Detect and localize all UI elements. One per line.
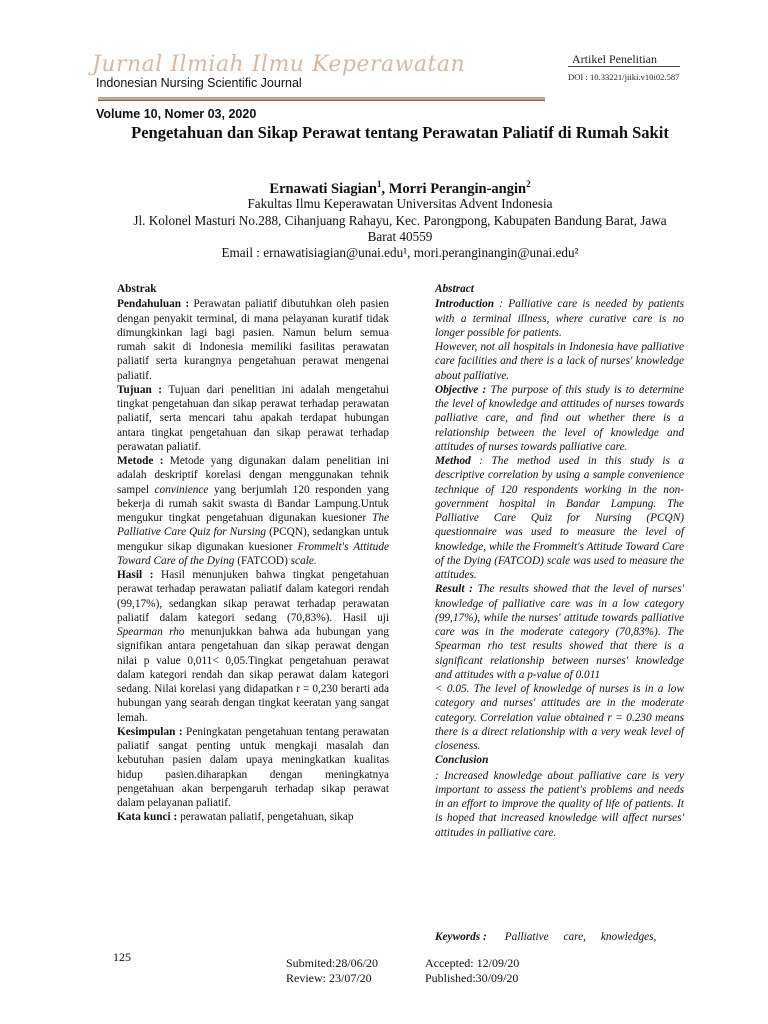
section-text: (PCQN), sedangkan untuk mengukur sikap digunakan kuesioner <box>117 526 390 553</box>
abstract-conclusion-heading: Conclusion <box>435 754 489 767</box>
section-label: Hasil : <box>117 569 154 581</box>
author-name: Morri Perangin-angin <box>388 180 527 197</box>
section-text: : Palliative care is needed by patients with a terminal illness, where curative care is no longer possible for patients. <box>435 298 684 339</box>
header-rule <box>568 66 680 67</box>
abstract-keywords <box>435 931 684 943</box>
accepted-date: Accepted: 12/09/20 <box>425 956 520 970</box>
author-affil-mark: 2 <box>526 179 531 189</box>
abstract-introduction-2: However, not all hospitals in Indonesia have palliative care facilities and there is a lack of nurses' knowledge about palliative. <box>435 341 684 382</box>
abstrak-kata-kunci <box>117 810 389 824</box>
abstrak-hasil <box>117 568 389 725</box>
section-label: Result : <box>435 583 473 596</box>
abstract-conclusion: : Increased knowledge about palliative care is very important to assess the patient's problems and needs in an effort to improve the quality of life of patients. It is hoped that increased knowledge will affect nurses' attitudes in palliative care. <box>435 769 684 839</box>
page-number: 125 <box>113 950 131 964</box>
section-text: Perawatan paliatif dibutuhkan oleh pasien dengan penyakit terminal, di mana pelayanan kuratif tidak dimungkinkan lagi bagi pasien. Namun belum semua rumah sakit di Indonesia memiliki fasilitas perawatan paliatif serta kurangnya pengetahuan perawat mengenai paliatif. <box>117 298 389 382</box>
section-text: Metode yang digunakan dalam penelitian ini adalah deskriptif korelasi dengan menggunakan tehnik sampel <box>117 455 389 496</box>
doi: DOI : 10.33221/jiiki.v10i02.587 <box>568 72 680 82</box>
section-text: Frommelt's Attitude Toward Care of the Dying <box>117 540 389 567</box>
section-text: The purpose of this study is to determine the level of knowledge and attitudes of nurses towards palliative care, and find out whether there is a relationship between the level of knowledge and attitudes of nurses towards palliative care. <box>435 383 684 453</box>
submitted-date: Submited:28/06/20 <box>286 956 379 970</box>
section-text: Spearman rho <box>117 626 185 638</box>
abstract-result <box>435 582 684 682</box>
journal-logo-script: Jurnal Ilmiah Ilmu Keperawatan <box>92 52 466 77</box>
section-text: perawatan paliatif, pengetahuan, sikap <box>177 811 354 824</box>
abstract-method <box>435 454 684 582</box>
section-text: Hasil menunjuken bahwa tingkat pengetahuan perawat terhadap perawatan paliatif dalam kategori rendah (99,17%), sedangkan sikap perawat terhadap perawatan paliatif dalam kategori sedang (70,83%). Hasil uji <box>117 569 389 624</box>
affiliation-institution: Fakultas Ilmu Keperawatan Universitas Advent Indonesia <box>247 196 553 211</box>
section-text: Peningkatan pengetahuan tentang perawatan paliatif sangat penting untuk mengkaji masalah dan kebutuhan pasien dalam upaya meningkatkan kualitas hidup pasien.diharapkan dengan meningkatnya pengetahuan akan berpengaruh terhadap sikap perawat dalam pelayanan paliatif. <box>117 725 390 809</box>
abstrak-heading: Abstrak <box>117 283 157 295</box>
author-affil-mark: 1 <box>376 179 382 189</box>
abstract-column <box>435 282 684 840</box>
section-label: Objective : <box>435 383 487 396</box>
section-text: (FATCOD) <box>234 554 291 567</box>
section-text: scale. <box>290 554 317 567</box>
paper-title: Pengetahuan dan Sikap Perawat tentang Perawatan Paliatif di Rumah Sakit <box>131 123 669 142</box>
abstract-heading: Abstract <box>435 283 474 295</box>
header-band-shadow <box>98 100 545 101</box>
section-label: Introduction <box>435 298 495 311</box>
section-text: yang berjumlah 120 responden yang bekerja di rumah sakit swasta di Bandar Lampung.Untuk mengukur tingkat pengetahuan digunakan kuesioner <box>117 483 390 524</box>
author-name: Ernawati Siagian <box>269 180 377 197</box>
volume-info: Volume 10, Nomer 03, 2020 <box>96 107 257 121</box>
section-text: The results showed that the level of nurses' knowledge of palliative care was in a low category (99,17%), while the nurses' attitude towards palliative care was in the moderate category (70,83%). The Spearman rho test results showed that there is a significant relationship between nurses' knowledge and attitudes with a p-value of 0.011 <box>435 583 685 681</box>
published-date: Published:30/09/20 <box>425 971 519 985</box>
section-label: Keywords : <box>435 931 487 943</box>
section-text: convinience <box>154 483 209 496</box>
section-text: Palliative care, knowledges, <box>504 931 657 943</box>
section-text: menunjukkan bahwa ada hubungan yang signifikan antara pengetahuan dan sikap perawat dengan nilai p value 0,011< 0,05.Tingkat pengetahuan perawat dalam kategori rendah dan sikap perawat dalam kategori sedang. Nilai korelasi yang didapatkan r = 0,230 berarti ada hubungan yang searah dengan tingkat keeratan yang sangat lemah. <box>117 626 389 724</box>
section-label: Pendahuluan : <box>117 298 190 311</box>
abstract-result-2: < 0.05. The level of knowledge of nurses is in a low category and nurses' attitudes are in the moderate category. Correlation value obtained r = 0.230 means there is a direct relationship with a very weak level of closeness. <box>435 683 684 752</box>
abstrak-tujuan <box>117 383 389 454</box>
review-date: Review: 23/07/20 <box>286 971 372 985</box>
abstract-introduction <box>435 297 684 340</box>
affiliation-address: Jl. Kolonel Masturi No.288, Cihanjuang Rahayu, Kec. Parongpong, Kabupaten Bandung Barat, Jawa <box>133 213 667 228</box>
author-separator: , <box>381 180 389 197</box>
abstrak-kesimpulan <box>117 725 389 811</box>
article-type: Artikel Penelitian <box>572 52 657 66</box>
abstrak-metode <box>117 454 389 568</box>
section-text: : The method used in this study is a descriptive correlation by using a sample convenience technique of 120 respondents working in the non-government hospital in Bandar Lampung. The Palliative Care Quiz for Nursing (PCQN) questionnaire was used to measure the level of knowledge, while the Frommelt's Attitude Toward Care of the Dying (FATCOD) scale was used to measure the attitudes. <box>435 455 684 581</box>
section-text: Tujuan dari penelitian ini adalah mengetahui tingkat pengetahuan dan sikap perawat terhadap perawatan paliatif, serta mencari tahu apakah terdapat hubungan antara tingkat pengetahuan dan sikap perawat terhadap perawatan paliatif. <box>117 383 389 453</box>
section-label: Tujuan : <box>117 383 163 396</box>
section-label: Kesimpulan : <box>117 725 183 738</box>
abstract-objective <box>435 383 684 454</box>
affiliation-email: Email : ernawatisiagian@unai.edu¹, mori.peranginangin@unai.edu² <box>221 245 579 260</box>
journal-name: Indonesian Nursing Scientific Journal <box>96 76 302 90</box>
section-label: Kata kunci : <box>117 811 178 824</box>
abstrak-column <box>117 282 389 825</box>
section-text: The Palliative Care Quiz for Nursing <box>117 512 389 539</box>
section-label: Method <box>435 455 471 467</box>
section-label: Metode : <box>117 455 164 467</box>
affiliation-address: Barat 40559 <box>367 229 433 244</box>
abstrak-pendahuluan <box>117 297 389 383</box>
